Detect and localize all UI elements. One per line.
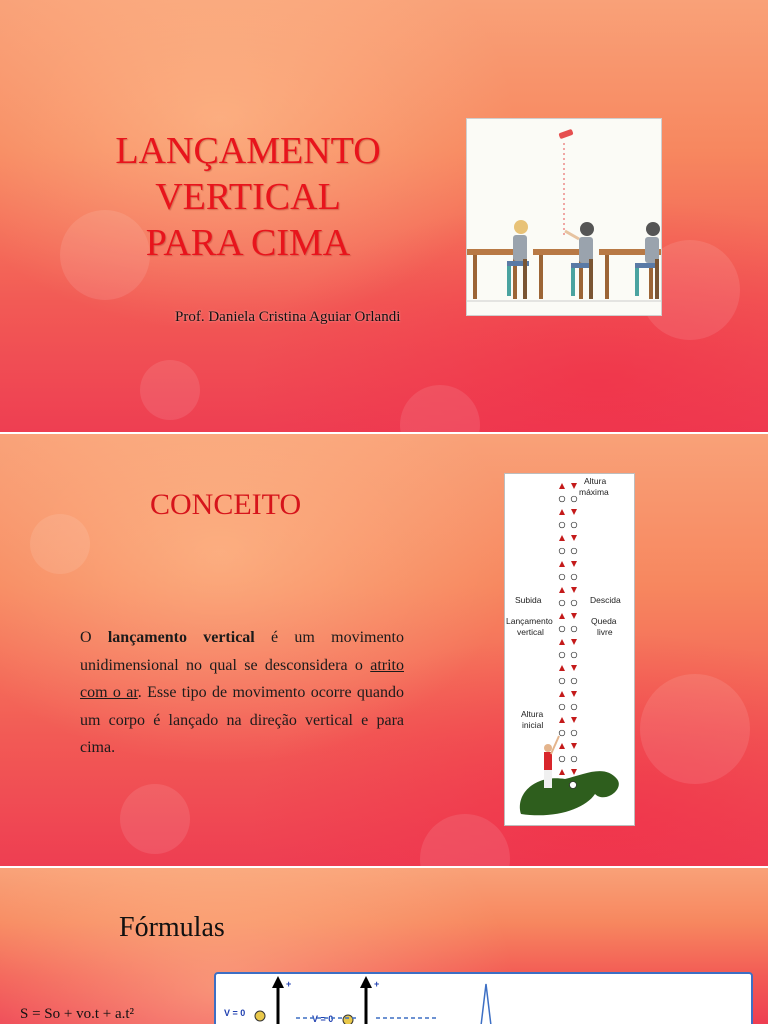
motion-arrow-icon bbox=[559, 665, 565, 671]
motion-arrow-icon bbox=[559, 509, 565, 515]
motion-arrow-icon bbox=[571, 561, 577, 567]
motion-arrow-icon bbox=[559, 561, 565, 567]
presentation-title bbox=[100, 128, 396, 266]
motion-arrow-icon bbox=[559, 717, 565, 723]
title-line: PARA CIMA bbox=[145, 222, 351, 264]
velocity-zero-label: V = 0 bbox=[224, 1008, 246, 1018]
para-text: O bbox=[80, 629, 108, 646]
author-name: Prof. Daniela Cristina Aguiar Orlandi bbox=[175, 309, 401, 325]
para-text: é um movimento unidimensional no qual se desconsidera o bbox=[80, 629, 405, 674]
motion-arrow-icon bbox=[559, 691, 565, 697]
diagram-label-max-height: máxima bbox=[579, 487, 609, 497]
ball-icon bbox=[571, 704, 577, 710]
ball-icon bbox=[571, 756, 577, 762]
motion-arrow-icon bbox=[559, 743, 565, 749]
motion-arrow-icon bbox=[559, 483, 565, 489]
diagram-label-down: Descida bbox=[590, 595, 621, 605]
title-line: LANÇAMENTO bbox=[115, 130, 381, 172]
ball-icon bbox=[559, 730, 565, 736]
bokeh-bubble bbox=[120, 784, 190, 854]
diagram-label-initial-height: Altura bbox=[521, 709, 544, 719]
ball-icon bbox=[559, 496, 565, 502]
ball-icon bbox=[570, 782, 577, 789]
ball-icon bbox=[571, 522, 577, 528]
para-link[interactable]: atrito com o ar bbox=[80, 656, 404, 701]
diagram-label-free-fall: Queda bbox=[591, 616, 617, 626]
velocity-zero-label: V = 0 bbox=[312, 1014, 334, 1024]
motion-arrow-icon bbox=[571, 483, 577, 489]
slide-formulas bbox=[0, 868, 768, 1024]
diagram-label-free-fall: livre bbox=[597, 627, 613, 637]
ball-icon bbox=[559, 574, 565, 580]
ground-shape bbox=[520, 771, 619, 815]
ball-icon bbox=[559, 652, 565, 658]
bokeh-bubble bbox=[400, 385, 480, 432]
diagram-label-launch: Lançamento bbox=[506, 616, 553, 626]
motion-arrow-icon bbox=[571, 717, 577, 723]
para-text: . Esse tipo de movimento ocorre quando um corpo é lançado na direção vertical e para cima. bbox=[80, 684, 404, 756]
motion-arrow-icon bbox=[571, 509, 577, 515]
ball-icon bbox=[559, 548, 565, 554]
bokeh-bubble bbox=[420, 814, 510, 866]
motion-arrow-icon bbox=[559, 587, 565, 593]
ball-icon bbox=[559, 600, 565, 606]
motion-arrow-icon bbox=[559, 769, 565, 775]
axis-plus-sign: + bbox=[374, 979, 380, 989]
ball-icon bbox=[571, 600, 577, 606]
section-title: CONCEITO bbox=[150, 488, 302, 521]
ball-icon bbox=[559, 704, 565, 710]
ball-icon bbox=[571, 574, 577, 580]
motion-arrow-icon bbox=[571, 743, 577, 749]
diagram-label-initial-height: inicial bbox=[522, 720, 544, 730]
bokeh-bubble bbox=[640, 674, 750, 784]
axis-plus-sign: + bbox=[286, 979, 292, 989]
classroom-illustration bbox=[466, 118, 662, 316]
motion-arrow-icon bbox=[571, 535, 577, 541]
para-bold-term: lançamento vertical bbox=[107, 629, 255, 646]
title-line: VERTICAL bbox=[155, 176, 341, 218]
motion-arrow-icon bbox=[571, 769, 577, 775]
diagram-label-max-height: Altura bbox=[584, 476, 607, 486]
vertical-launch-diagram bbox=[504, 473, 635, 826]
ball-icon bbox=[559, 522, 565, 528]
slide-concept bbox=[0, 434, 768, 866]
player-figure bbox=[544, 744, 552, 752]
position-formula: S = So + vo.t + a.t² bbox=[20, 1006, 135, 1022]
slide-title bbox=[0, 0, 768, 432]
ball-icon bbox=[255, 1011, 265, 1021]
ball-icon bbox=[571, 678, 577, 684]
motion-arrow-icon bbox=[571, 639, 577, 645]
ball-icon bbox=[559, 678, 565, 684]
ball-icon bbox=[343, 1015, 353, 1024]
ball-icon bbox=[571, 548, 577, 554]
motion-arrow-icon bbox=[559, 613, 565, 619]
bokeh-bubble bbox=[140, 360, 200, 420]
motion-arrow-icon bbox=[571, 587, 577, 593]
motion-arrow-icon bbox=[559, 535, 565, 541]
motion-arrow-icon bbox=[571, 691, 577, 697]
concept-paragraph bbox=[80, 624, 404, 762]
motion-arrow-icon bbox=[571, 665, 577, 671]
ball-icon bbox=[559, 756, 565, 762]
motion-arrow-icon bbox=[559, 639, 565, 645]
ball-icon bbox=[571, 652, 577, 658]
section-title: Fórmulas bbox=[119, 912, 225, 943]
motion-arrow-icon bbox=[571, 613, 577, 619]
ball-icon bbox=[559, 626, 565, 632]
bokeh-bubble bbox=[30, 514, 90, 574]
ball-icon bbox=[571, 730, 577, 736]
ball-icon bbox=[571, 626, 577, 632]
diagram-label-up: Subida bbox=[515, 595, 542, 605]
diagram-label-launch: vertical bbox=[517, 627, 544, 637]
velocity-graph-panel bbox=[214, 972, 753, 1024]
ball-icon bbox=[571, 496, 577, 502]
